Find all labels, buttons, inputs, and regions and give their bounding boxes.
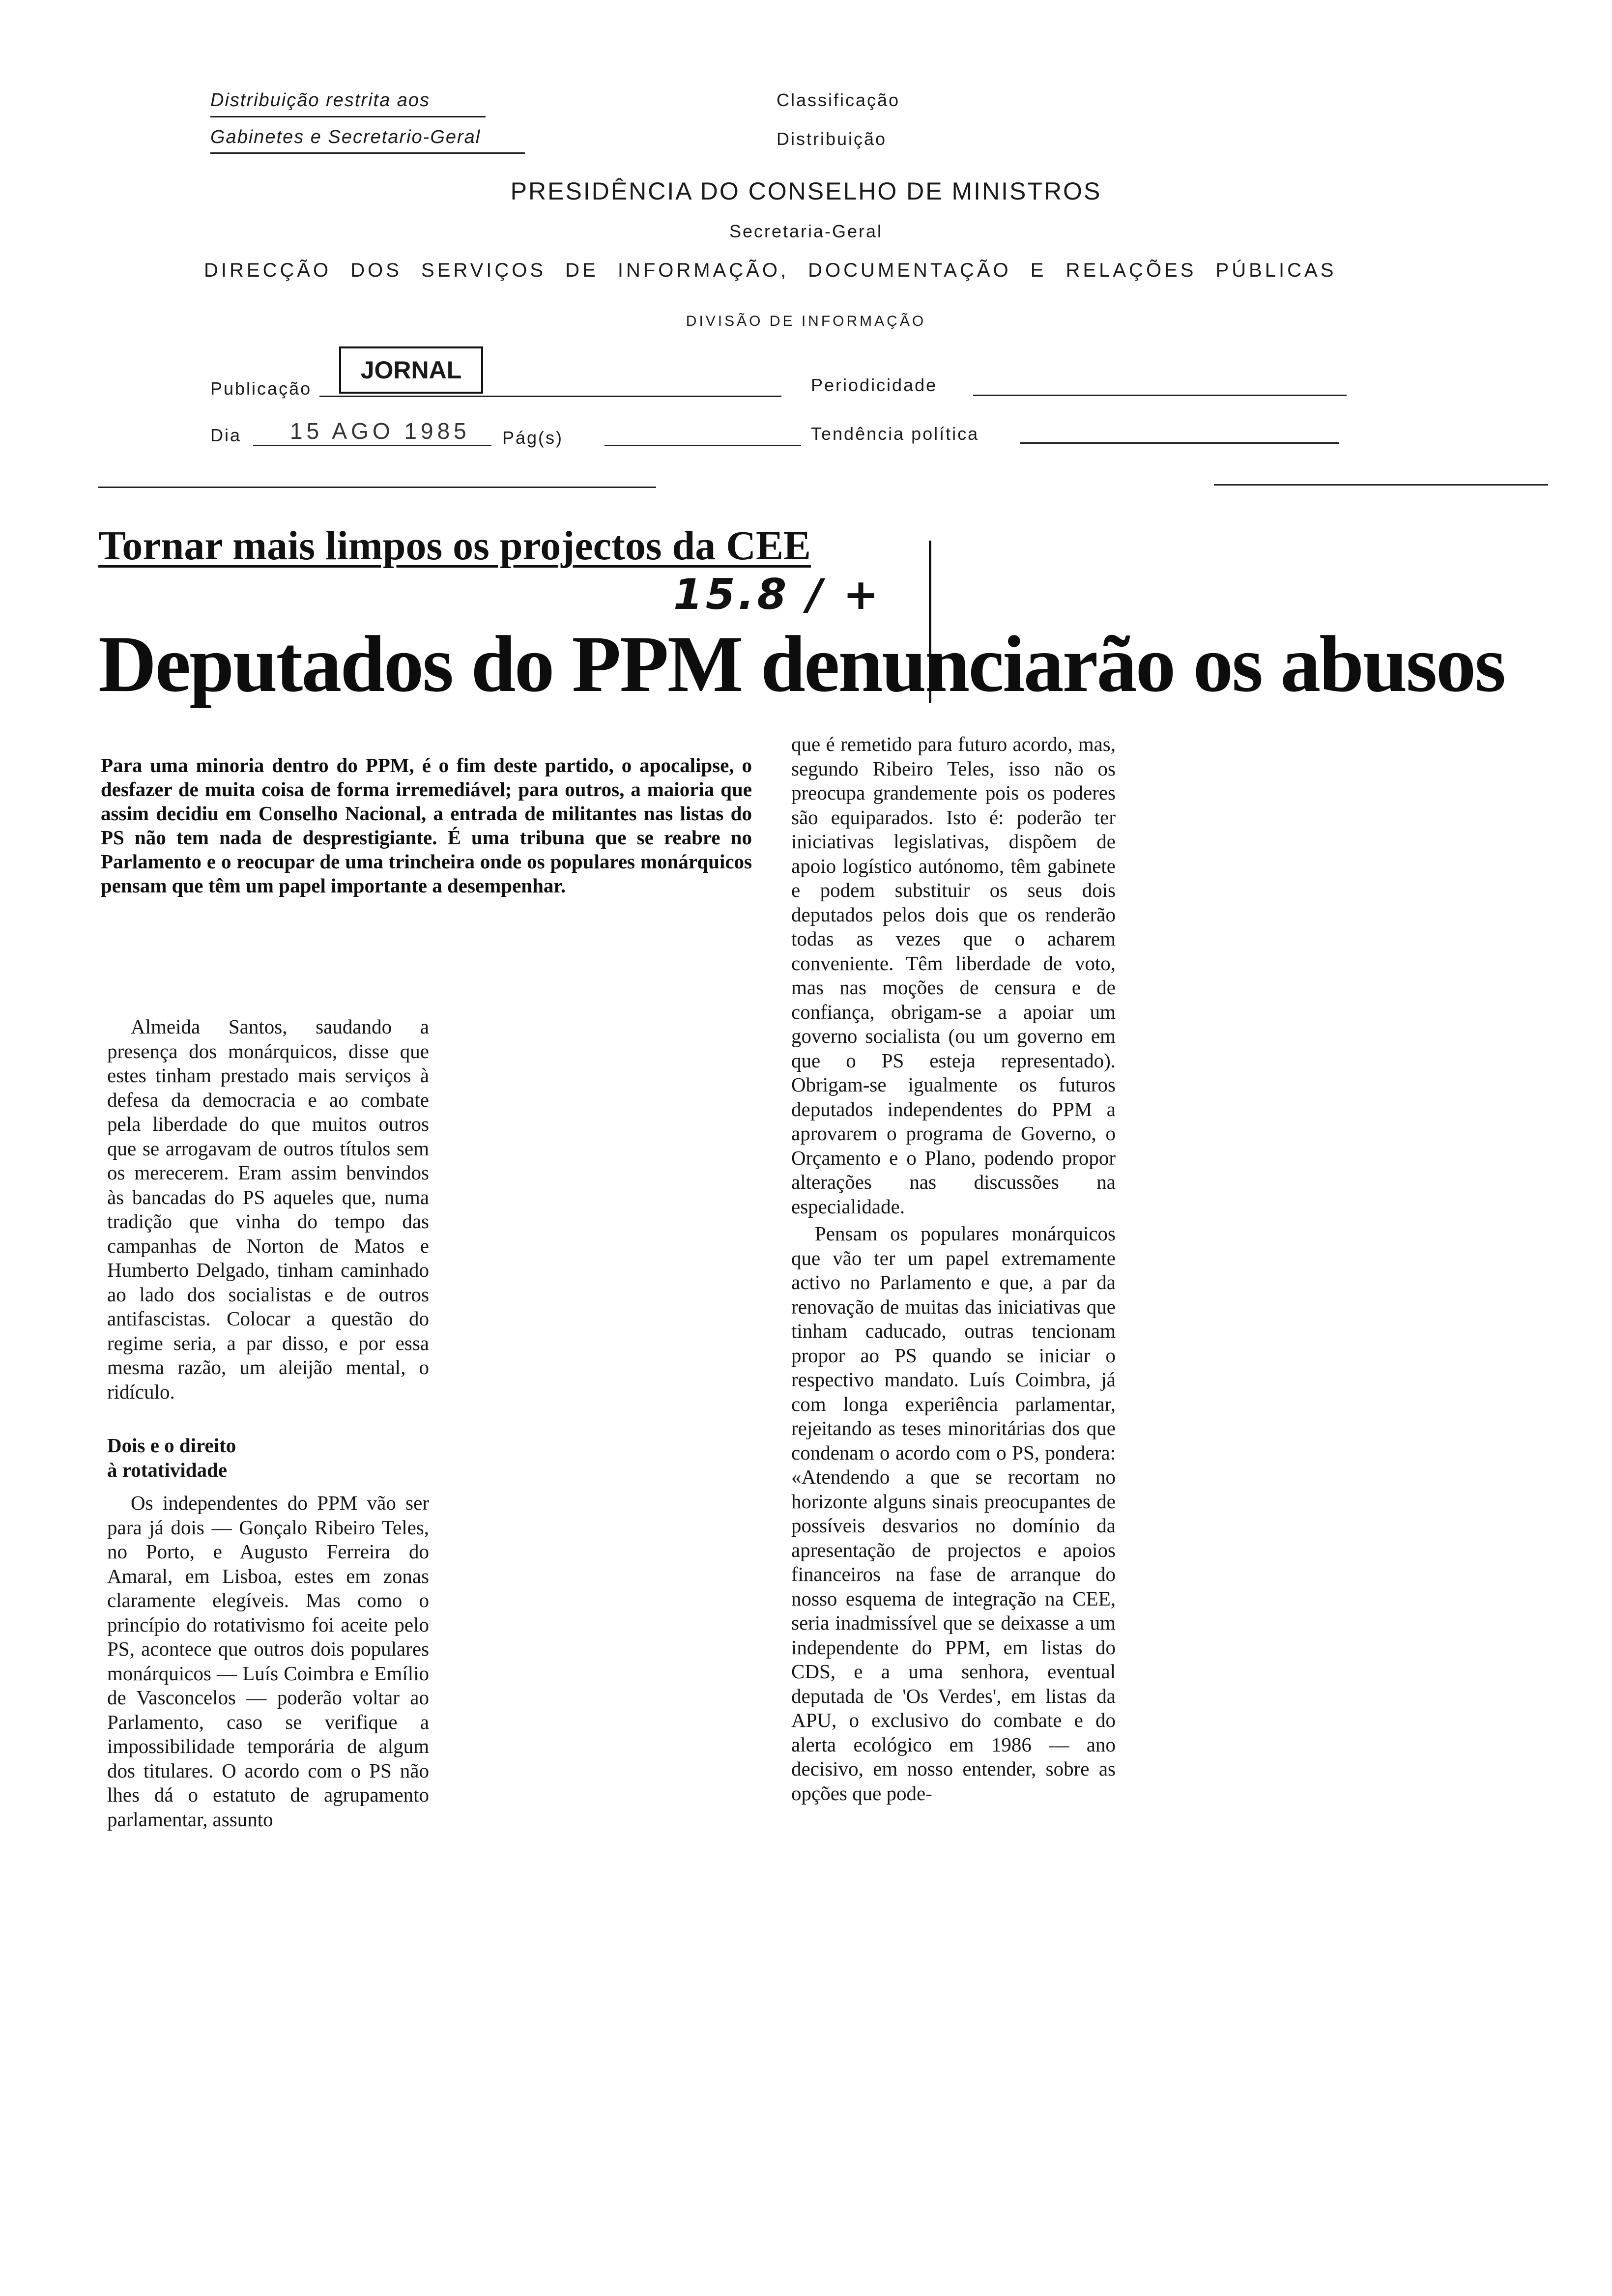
directorate-title: DIRECÇÃO DOS SERVIÇOS DE INFORMAÇÃO, DOCUMENTAÇÃO E RELAÇÕES PÚBLICAS [204, 259, 1337, 281]
day-line [253, 445, 491, 446]
paragraph: que é remetido para futuro acordo, mas, segundo Ribeiro Teles, isso não os preocupa grandemente pois os poderes são equiparados. Isto é: poderão ter iniciativas legislativas, dispõem de apoio logístico autónomo, têm gabinete e podem substituir os seus dois deputados pelos dois que os renderão todas as vezes que o acharem conveniente. Têm liberdade de voto, mas nas moções de censura e de confiança, obrigam-se a apoiar um governo socialista (ou um governo em que o PS esteja representado). Obrigam-se igualmente os futuros deputados independentes do PPM a aprovarem o programa de Governo, o Orçamento e o Plano, podendo propor alterações nas discussões na especialidade. [791, 733, 1116, 1218]
paragraph: Almeida Santos, saudando a presença dos monárquicos, disse que estes tinham prestado mais serviços à defesa da democracia e ao combate pela liberdade do que muitos outros que se arrogavam de outros títulos sem os merecerem. Eram assim benvindos às bancadas do PS aqueles que, numa tradição que vinha do tempo das campanhas de Norton de Matos e Humberto Delgado, tinham caminhado ao lado dos socialistas e de outros antifascistas. Colocar a questão do regime seria, a par disso, e por essa mesma razão, um aleijão mental, o ridículo. [107, 1015, 429, 1403]
periodicity-label: Periodicidade [811, 375, 938, 395]
periodicity-line [973, 395, 1347, 396]
paragraph: Os independentes do PPM vão ser para já dois — Gonçalo Ribeiro Teles, no Porto, e Augusto Ferreira do Amaral, em Lisboa, estes em zonas claramente elegíveis. Mas como o princípio do rotativismo foi aceite pelo PS, acontece que outros dois populares monárquicos — Luís Coimbra e Emílio de Vasconcelos — poderão voltar ao Parlamento, caso se verifique a impossibilidade temporária de algum dos titulares. O acordo com o PS não lhes dá o estatuto de agrupamento parlamentar, assunto [107, 1492, 429, 1831]
secretariat-title: Secretaria-Geral [729, 221, 883, 241]
day-label: Dia [210, 425, 242, 445]
division-title: DIVISÃO DE INFORMAÇÃO [686, 313, 926, 329]
publication-value-box: JORNAL [339, 346, 483, 394]
presidency-title: PRESIDÊNCIA DO CONSELHO DE MINISTROS [510, 177, 1102, 205]
article-kicker: Tornar mais limpos os projectos da CEE [98, 523, 811, 569]
subheading-line2: à rotatividade [107, 1458, 228, 1481]
handwritten-annotation: 15.8 / + [673, 570, 882, 619]
article-column-2 [791, 732, 1116, 2133]
publication-line [319, 396, 781, 397]
day-value: 15 AGO 1985 [290, 418, 470, 444]
political-tendency-label: Tendência política [811, 424, 979, 444]
section-rule-left [98, 487, 656, 488]
paragraph: Pensam os populares monárquicos que vão ter um papel extremamente activo no Parlamento e que, a par da renovação de muitas das iniciativas que tinham caducado, outras tencionam propor ao PS quando se iniciar o respectivo mandato. Luís Coimbra, já com longa experiência parlamentar, rejeitando as teses minoritárias dos que condenam o acordo com o PS, pondera: «Atendendo a que se recortam no horizonte alguns sinais preocupantes de possíveis desvarios no domínio da apresentação de projectos e apoios financeiros na fase de arranque do nosso esquema de integração na CEE, seria inadmissível que se deixasse a um independente do PPM, em listas do CDS, e a uma senhora, eventual deputada de 'Os Verdes', em listas da APU, o exclusivo do combate e do alerta ecológico em 1986 — ano decisivo, em nosso entender, sobre as opções que pode- [791, 1222, 1116, 1805]
publication-label: Publicação [210, 378, 312, 399]
classification-label: Classificação [777, 90, 900, 110]
distribution-restriction-line2: Gabinetes e Secretario-Geral [210, 127, 481, 147]
political-tendency-line [1020, 442, 1339, 444]
distribution-restriction-line1: Distribuição restrita aos [210, 90, 431, 111]
article-lead: Para uma minoria dentro do PPM, é o fim deste partido, o apocalipse, o desfazer de muita coisa de forma irremediável; para outros, a maioria que assim decidiu em Conselho Nacional, a entrada de militantes nas listas do PS não tem nada de desprestigiante. É uma tribuna que se reabre no Parlamento e o reocupar de uma trincheira onde os populares monárquicos pensam que têm um papel importante a desempenhar. [101, 754, 752, 897]
divider [210, 116, 486, 117]
article-headline: Deputados do PPM denunciarão os abusos [98, 620, 1505, 709]
subheading-line1: Dois e o direito [107, 1434, 236, 1457]
pages-line [604, 445, 801, 446]
divider [210, 152, 525, 154]
article-column-1 [107, 1015, 429, 2121]
section-rule-right [1214, 484, 1548, 486]
distribution-label: Distribuição [777, 129, 887, 149]
pages-label: Pág(s) [502, 428, 564, 448]
